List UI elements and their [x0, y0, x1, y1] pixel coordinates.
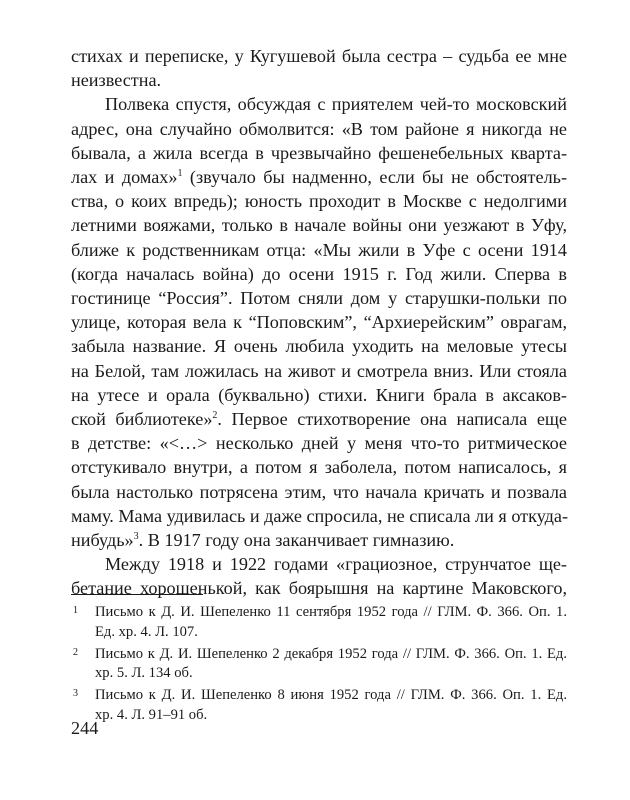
footnote-line: хр. 4. Л. 91–91 об.: [95, 706, 208, 723]
text-line: на утесе и орала (буквально) стихи. Книги брала в аксаков-: [71, 384, 567, 405]
text-line: стихах и переписке, у Кугушевой была сестра – судьба ее мне: [71, 46, 567, 66]
text-line: бетание хорошенькой, как боярышня на картине Маковского,: [71, 578, 567, 599]
text-line: маму. Мама удивилась и даже спросила, не списала ли я откуда-: [71, 505, 569, 526]
text-line: забыла название. Я очень любила уходить на меловые утесы: [71, 336, 567, 357]
footnote-ref[interactable]: 3: [133, 531, 139, 542]
text-line: Полвека спустя, обсуждая с приятелем чей-то московский: [105, 94, 567, 115]
text-line: летними вояжами, только в начале войны они уезжают в Уфу,: [71, 215, 567, 236]
text-segment: (звучало бы надменно, если бы не обстоятель-: [182, 167, 567, 188]
text-segment: . Первое стихотворение она написала еще: [217, 409, 567, 430]
text-line: неизвестна.: [71, 70, 162, 91]
text-line: в детстве: «<…> несколько дней у меня что-то ритмическое: [71, 433, 567, 454]
footnotes: [71, 603, 567, 728]
text-line: ства, о коих впредь); юность проходит в Москве с недолгими: [71, 191, 567, 212]
footnote-divider: [71, 594, 203, 595]
text-line: [71, 165, 567, 189]
text-line: (когда началась война) до осени 1915 г. Год жили. Сперва в: [71, 263, 567, 284]
text-line: [71, 407, 567, 431]
footnote-number: 3: [73, 688, 78, 700]
footnote: [71, 686, 567, 726]
footnote-ref[interactable]: 1: [177, 167, 183, 179]
text-line: бывала, а жила всегда в чрезвычайно фешенебельных кварта-: [71, 142, 567, 163]
paragraph: [71, 44, 567, 92]
footnote-line: Письмо к Д. И. Шепеленко 8 июня 1952 года // ГЛМ. Ф. 366. Оп. 1. Ед.: [95, 687, 567, 704]
page-body: [71, 44, 567, 601]
text-line: ближе к родственникам отца: «Мы жили в Уфе с осени 1914: [71, 239, 567, 260]
text-line: была настолько потрясена этим, что начала кричать и позвала: [71, 481, 567, 502]
text-line: Между 1918 и 1922 годами «грациозное, струнчатое ще-: [105, 554, 567, 575]
text-segment: лах и домах»: [71, 167, 178, 188]
footnote-ref[interactable]: 2: [212, 409, 218, 421]
footnote-line: Письмо к Д. И. Шепеленко 2 декабря 1952 года // ГЛМ. Ф. 366. Оп. 1. Ед.: [95, 645, 567, 662]
text-line: на Белой, там ложилась на живот и смотрела вниз. Или стояла: [71, 360, 567, 381]
text-line: гостинице “Россия”. Потом сняли дом у старушки-польки по: [71, 288, 567, 309]
text-line: улице, которая вела к “Поповским”, “Архиерейским” оврагам,: [71, 312, 567, 333]
text-line: [71, 528, 567, 552]
text-line: отстукивало внутри, а потом я заболела, потом написалось, я: [71, 457, 567, 478]
text-line: адрес, она случайно обмолвится: «В том районе я никогда не: [71, 118, 567, 139]
text-segment: ской библиотеке»: [71, 409, 213, 430]
footnote-line: Письмо к Д. И. Шепеленко 11 сентября 1952 года // ГЛМ. Ф. 366. Оп. 1.: [95, 604, 567, 620]
paragraph: [71, 92, 567, 552]
footnote-number: 1: [73, 605, 78, 616]
text-segment: . В 1917 году она заканчивает гимназию.: [138, 530, 455, 551]
page-number: 244: [71, 718, 99, 738]
footnote-line: Ед. хр. 4. Л. 107.: [95, 623, 198, 640]
footnote: [71, 645, 567, 685]
text-segment: нибудь»: [71, 530, 134, 551]
footnote-number: 2: [73, 646, 78, 658]
footnote: [71, 603, 567, 643]
footnote-line: хр. 5. Л. 134 об.: [95, 665, 193, 682]
